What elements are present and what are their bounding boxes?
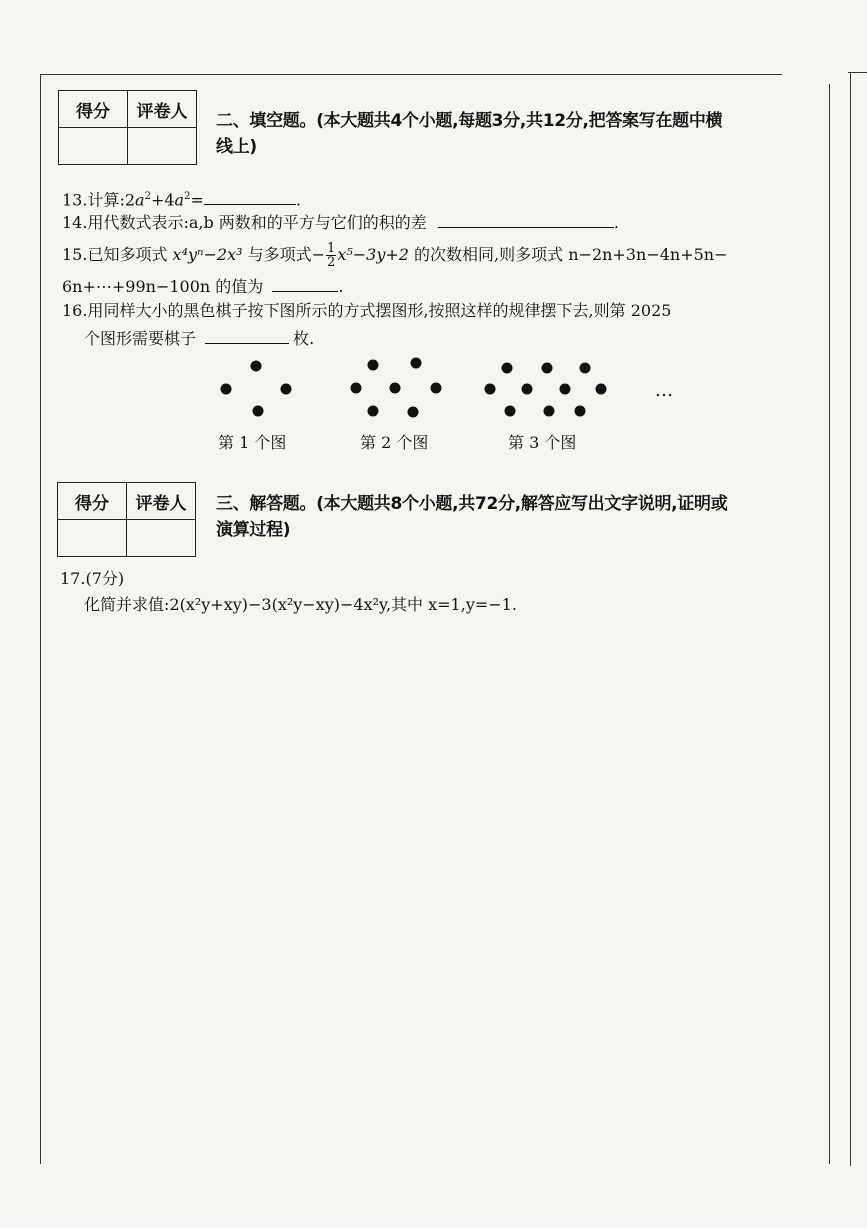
q15-prefix: 15.已知多项式	[62, 245, 173, 264]
score-label: 得分	[59, 91, 128, 128]
q15-poly2: x⁵−3y+2	[337, 245, 409, 264]
figure2-dot	[411, 358, 422, 369]
figures-ellipsis: …	[655, 380, 673, 401]
figure3-dot	[522, 384, 533, 395]
grader-cell[interactable]	[127, 520, 196, 557]
figure2-dot	[431, 383, 442, 394]
figure1-caption: 第 1 个图	[218, 433, 287, 452]
figure2-dot	[408, 407, 419, 418]
score-label: 得分	[58, 483, 127, 520]
figure2-dot	[368, 406, 379, 417]
figure-1	[221, 361, 292, 417]
grader-label: 评卷人	[128, 91, 197, 128]
q13-exp1: 2	[144, 191, 151, 202]
answer-area-q17[interactable]	[60, 630, 820, 1150]
dot-pattern-figures	[0, 0, 867, 460]
figure1-dot	[251, 361, 262, 372]
q13-equals: =	[190, 190, 204, 210]
figure3-dot	[542, 363, 553, 374]
grader-label: 评卷人	[127, 483, 196, 520]
q15-period: .	[338, 277, 344, 296]
q16-line2-prefix: 个图形需要棋子	[84, 329, 197, 348]
q15-frac-num: 1	[327, 241, 336, 256]
figure3-dot	[575, 406, 586, 417]
figure3-dot	[596, 384, 607, 395]
figure3-dot	[544, 406, 555, 417]
figure-3	[485, 363, 607, 417]
figure3-dot	[502, 363, 513, 374]
q16-line2-suffix: 枚.	[293, 329, 315, 348]
figure1-dot	[281, 384, 292, 395]
q15-rest: 的次数相同,则多项式 n−2n+3n−4n+5n−	[408, 245, 728, 264]
score-box-section3	[57, 482, 196, 557]
question-17-body: 化简并求值:2(x²y+xy)−3(x²y−xy)−4x²y,其中 x=1,y=−1.	[84, 595, 517, 614]
figure3-dot	[505, 406, 516, 417]
section3-heading	[216, 491, 727, 543]
figure2-dot	[390, 383, 401, 394]
q13-prefix: 13.计算:2	[62, 190, 136, 210]
q13-exp2: 2	[184, 191, 191, 202]
section3-heading-line1: 三、解答题。(本大题共8个小题,共72分,解答应写出文字说明,证明或	[216, 494, 728, 514]
figure1-dot	[253, 406, 264, 417]
q13-mid: +4	[150, 190, 175, 210]
figure3-dot	[560, 384, 571, 395]
q15-poly1: x⁴yⁿ−2x³	[172, 245, 243, 264]
figure1-dot	[221, 384, 232, 395]
section2-heading-line2: 线上)	[216, 137, 257, 157]
q13-term1: a	[135, 190, 145, 210]
q15-mid: 与多项式−	[242, 245, 326, 264]
figure2-dot	[368, 360, 379, 371]
q16-line1: 16.用同样大小的黑色棋子按下图所示的方式摆图形,按照这样的规律摆下去,则第 2025	[62, 301, 672, 320]
figure3-dot	[580, 363, 591, 374]
q13-term2: a	[174, 190, 185, 210]
question-17-title: 17.(7分)	[60, 569, 125, 588]
q15-frac-den: 2	[327, 255, 336, 270]
figure3-caption: 第 3 个图	[508, 433, 577, 452]
figure-2	[351, 358, 442, 418]
score-cell[interactable]	[58, 520, 127, 557]
q14-period: .	[613, 213, 619, 232]
q15-line2-text: 6n+⋯+99n−100n 的值为	[62, 277, 264, 296]
figure3-dot	[485, 384, 496, 395]
figure2-dot	[351, 383, 362, 394]
figure2-caption: 第 2 个图	[360, 433, 429, 452]
section2-heading-line1: 二、填空题。(本大题共4个小题,每题3分,共12分,把答案写在题中横	[216, 111, 723, 131]
q14-text: 14.用代数式表示:a,b 两数和的平方与它们的积的差	[62, 213, 427, 232]
q13-period: .	[295, 190, 301, 210]
section3-heading-line2: 演算过程)	[216, 520, 291, 540]
